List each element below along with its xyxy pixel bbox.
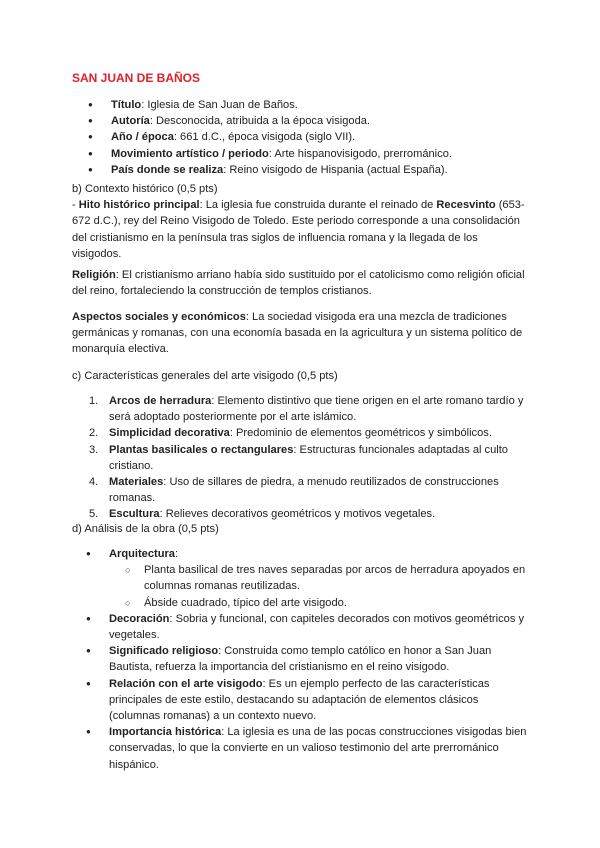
list-item: ● Relación con el arte visigodo: Es un ejemplo perfecto de las características principales de este estilo, destacando su adaptación de elementos clásicos (columnas romanas) a un contexto nuevo.: [109, 676, 531, 725]
list-item: ● Decoración: Sobria y funcional, con capiteles decorados con motivos geométricos y vegetales.: [109, 611, 531, 643]
list-item: ● Título: Iglesia de San Juan de Baños.: [111, 97, 531, 113]
sub-list-item: ○ Ábside cuadrado, típico del arte visigodo.: [144, 595, 531, 611]
list-item: 2. Simplicidad decorativa: Predominio de elementos geométricos y simbólicos.: [89, 427, 492, 440]
list-item: ● Significado religioso: Construida como templo católico en honor a San Juan Bautista, refuerza la importancia del cristianismo en el reino visigodo.: [109, 643, 531, 675]
list-item: ● Movimiento artístico / periodo: Arte hispanovisigodo, prerrománico.: [111, 146, 531, 162]
list-item: ● Arquitectura: ○ Planta basilical de tres naves separadas por arcos de herradura apoyados en columnas romanas reutilizadas. ○ Ábside cuadrado, típico del arte visigodo.: [109, 546, 531, 611]
section-heading: d) Análisis de la obra (0,5 pts): [72, 523, 219, 535]
list-item: ● Año / época: 661 d.C., época visigoda (siglo VII).: [111, 129, 531, 145]
hito-paragraph: - Hito histórico principal: La iglesia fue construida durante el reinado de Recesvinto (653-672 d.C.), rey del Reino Visigodo de Toledo. Este periodo corresponde a una consolidación del cristianismo en la península tras siglos de influencia romana y la llegada de los visigodos.: [72, 199, 525, 260]
section-heading: c) Características generales del arte visigodo (0,5 pts): [72, 370, 338, 382]
architecture-sublist: [144, 562, 531, 611]
religion-paragraph: Religión: El cristianismo arriano había sido sustituido por el catolicismo como religión oficial del reino, fortaleciendo la construcción de templos cristianos.: [72, 269, 525, 298]
social-paragraph: Aspectos sociales y económicos: La sociedad visigoda era una mezcla de tradiciones germánicas y romanas, con una economía basada en la agricultura y un sistema político de monarquía electiva.: [72, 311, 523, 356]
list-item: ● País donde se realiza: Reino visigodo de Hispania (actual España).: [111, 162, 531, 178]
list-item: 1. Arcos de herradura: Elemento distintivo que tiene origen en el arte romano tardío y será adoptado posteriormente por el arte islámico.: [89, 395, 524, 424]
document-title: SAN JUAN DE BAÑOS: [72, 71, 201, 85]
list-item: 5. Escultura: Relieves decorativos geométricos y motivos vegetales.: [89, 508, 436, 521]
list-item: 4. Materiales: Uso de sillares de piedra, a menudo reutilizados de construcciones romanas.: [89, 476, 499, 505]
list-item: ● Autoría: Desconocida, atribuida a la época visigoda.: [111, 113, 531, 129]
context-section: [72, 181, 530, 262]
characteristics-list: [89, 393, 529, 523]
section-heading: b) Contexto histórico (0,5 pts): [72, 183, 218, 195]
list-item: ● Importancia histórica: La iglesia es una de las pocas construcciones visigodas bien conservadas, lo que la convierte en un valioso testimonio del arte prerrománico hispánico.: [109, 724, 531, 773]
list-item: 3. Plantas basilicales o rectangulares: Estructuras funcionales adaptadas al culto cristiano.: [89, 443, 508, 472]
analysis-list: [109, 546, 531, 773]
info-list: [111, 97, 531, 178]
sub-list-item: ○ Planta basilical de tres naves separadas por arcos de herradura apoyados en columnas romanas reutilizadas.: [144, 562, 531, 594]
